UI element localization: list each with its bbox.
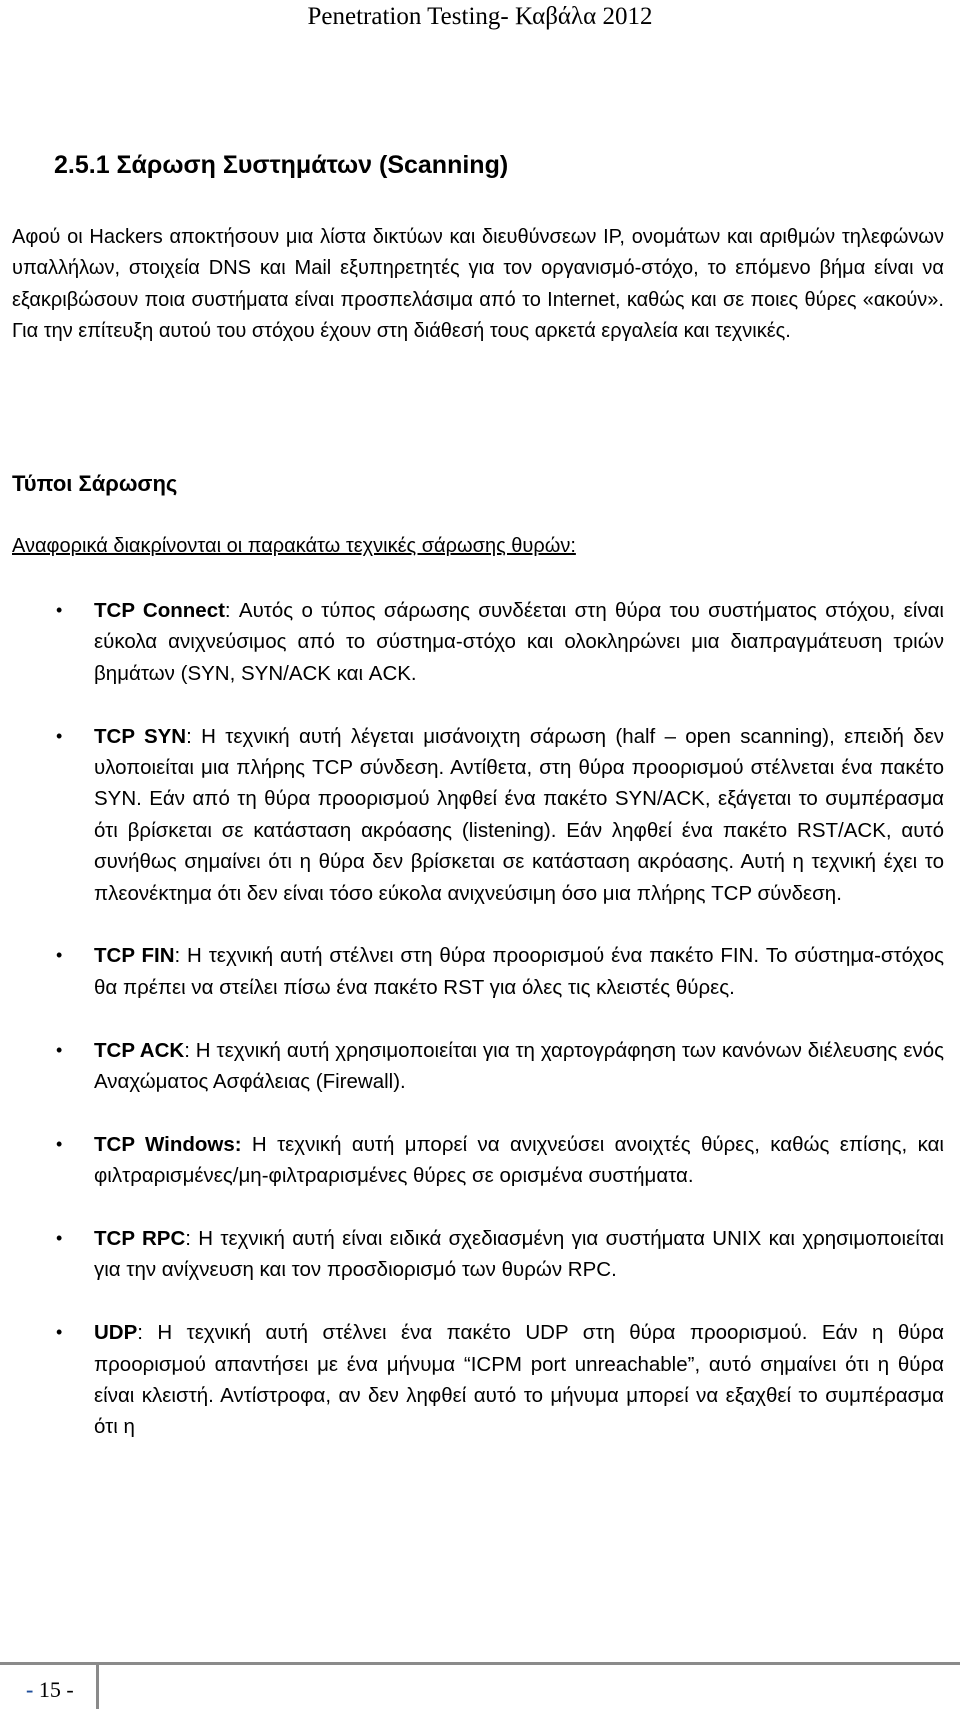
technique-name: TCP Connect [94, 599, 225, 622]
scan-technique-list [12, 595, 944, 1474]
technique-description: : Η τεχνική αυτή στέλνει στη θύρα προορισμού ένα πακέτο FIN. Το σύστημα-στόχος θα πρέπει να στείλει πίσω ένα πακέτο RST για όλες τις κλειστές θύρες. [94, 944, 944, 999]
technique-name: TCP SYN [94, 724, 187, 748]
list-item [12, 1223, 944, 1286]
technique-name: TCP FIN [94, 944, 175, 968]
technique-name: TCP ACK [94, 1038, 185, 1062]
bullet-icon: • [56, 1322, 63, 1343]
bullet-icon: • [56, 600, 63, 620]
list-item [12, 595, 944, 689]
list-item [12, 1129, 944, 1192]
list-item [12, 940, 944, 1003]
technique-name: UDP [94, 1321, 138, 1345]
page-number-value: 15 - [33, 1677, 74, 1702]
page-header: Penetration Testing- Καβάλα 2012 [307, 3, 653, 30]
list-item [12, 1317, 944, 1443]
list-item [12, 721, 944, 909]
page-number [26, 1676, 74, 1704]
bullet-icon: • [56, 1039, 63, 1060]
intro-paragraph: Αφού οι Hackers αποκτήσουν μια λίστα δικτύων και διευθύνσεων IP, ονομάτων και αριθμών τηλεφώνων υπαλλήλων, στοιχεία DNS και Mail εξυπηρετητές για τον οργανισμό-στόχο, το επόμενο βήμα είναι να εξακριβώσουν ποια συστήματα είναι προσπελάσιμα από το Internet, καθώς και σε ποιες θύρες «ακούν». Για την επίτευξη αυτού του στόχου έχουν στη διάθεσή τους αρκετά εργαλεία και τεχνικές. [12, 226, 944, 343]
technique-description: : Η τεχνική αυτή είναι ειδικά σχεδιασμένη για συστήματα UNIX και χρησιμοποιείται για την ανίχνευση και τον προσδιορισμό των θυρών RPC. [94, 1227, 944, 1282]
footer-vertical-divider [96, 1664, 99, 1709]
technique-description: : Η τεχνική αυτή λέγεται μισάνοιχτη σάρωση (half – open scanning), επειδή δεν υλοποιείται μια πλήρης TCP σύνδεση. Αντίθετα, στη θύρα προορισμού στέλνεται ένα πακέτο SYN. Εάν από τη θύρα προορισμού ληφθεί ένα πακέτο SYN/ACK, εξάγεται το συμπέρασμα ότι βρίσκεται σε κατάσταση ακρόασης (listening). Εάν ληφθεί ένα πακέτο RST/ACK, αυτό συνήθως σημαίνει ότι η θύρα δεν βρίσκεται σε κατάσταση ακρόασης. Αυτή η τεχνική έχει το πλεονέκτημα ότι δεν είναι τόσο εύκολα ανιχνεύσιμη όσο μια πλήρης TCP σύνδεση. [94, 724, 945, 905]
scan-types-lead-in: Αναφορικά διακρίνονται οι παρακάτω τεχνικές σάρωσης θυρών: [12, 535, 576, 557]
technique-description: : Αυτός ο τύπος σάρωσης συνδέεται στη θύρα του συστήματος στόχου, είναι εύκολα ανιχνεύσιμος από το σύστημα-στόχο και ολοκληρώνει μια διαπραγμάτευση τριών βημάτων (SYN, SYN/ACK και ACK. [94, 599, 944, 685]
bullet-icon: • [56, 1228, 63, 1249]
technique-description: : Η τεχνική αυτή στέλνει ένα πακέτο UDP στη θύρα προορισμού. Εάν η θύρα προορισμού απαντήσει με ένα μήνυμα “ICPM port unreachable”, αυτό σημαίνει ότι η θύρα είναι κλειστή. Αντίστροφα, αν δεν ληφθεί αυτό το μήνυμα μπορεί να εξαχθεί το συμπέρασμα ότι η [94, 1321, 944, 1439]
bullet-icon: • [56, 725, 63, 746]
technique-description: : Η τεχνική αυτή χρησιμοποιείται για τη χαρτογράφηση των κανόνων διέλευσης ενός Αναχώματος Ασφάλειας (Firewall). [94, 1038, 944, 1094]
technique-description: Η τεχνική αυτή μπορεί να ανιχνεύσει ανοιχτές θύρες, καθώς επίσης, και φιλτραρισμένες/μη-φιλτραρισμένες θύρες σε ορισμένα συστήματα. [94, 1132, 944, 1188]
technique-name: TCP RPC [94, 1227, 186, 1251]
list-item [12, 1035, 944, 1098]
section-title: 2.5.1 Σάρωση Συστημάτων (Scanning) [54, 151, 509, 179]
page-number-dash: - [26, 1677, 34, 1702]
footer-divider [0, 1662, 960, 1665]
bullet-icon: • [56, 1133, 63, 1154]
bullet-icon: • [56, 945, 63, 966]
technique-name: TCP Windows: [94, 1132, 242, 1156]
scan-types-heading: Τύποι Σάρωσης [12, 471, 178, 496]
